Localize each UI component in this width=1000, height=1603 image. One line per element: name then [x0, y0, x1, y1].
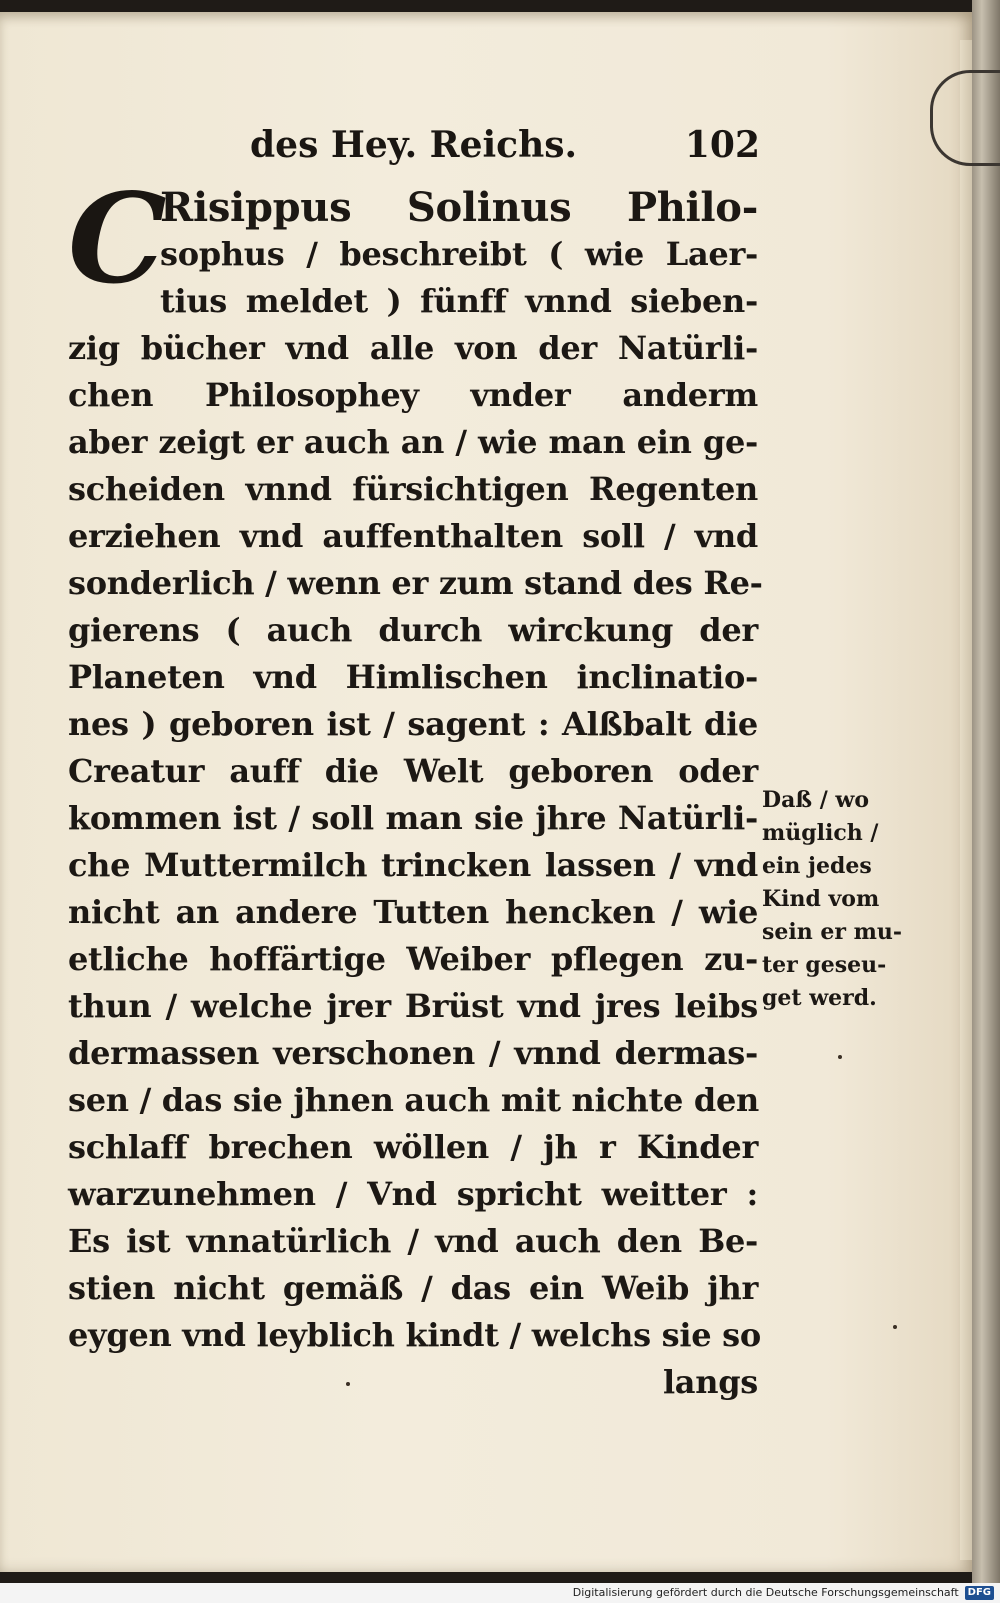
marginal-note-line: müglich / [762, 820, 879, 846]
text-line: scheiden vnnd fürsichtigen Regenten [68, 470, 758, 508]
marginal-note-line: sein er mu- [762, 919, 903, 945]
text-line: Es ist vnnatürlich / vnd auch den Be- [68, 1222, 758, 1260]
text-line: erziehen vnd auffenthalten soll / vnd [68, 517, 758, 555]
ink-speck [838, 1055, 842, 1059]
text-line: gierens ( auch durch wirckung der [68, 611, 758, 649]
marginal-note-line: get werd. [762, 985, 877, 1011]
marginal-note-line: Daß / wo [762, 787, 870, 813]
credit-text: Digitalisierung gefördert durch die Deutsche Forschungsgemeinschaft [572, 1586, 959, 1599]
running-head: des Hey. Reichs. [250, 124, 578, 166]
text-line: sophus / beschreibt ( wie Laer- [160, 235, 758, 273]
book-page [0, 12, 972, 1572]
main-text-block [68, 184, 763, 1406]
text-line: schlaff brechen wöllen / jh r Kinder [68, 1128, 758, 1166]
marginal-note [762, 784, 907, 1015]
text-line: sonderlich / wenn er zum stand des Re- [68, 564, 763, 602]
text-line: nicht an andere Tutten hencken / wie [68, 893, 758, 931]
ink-speck [893, 1325, 897, 1329]
page-fore-edge [960, 40, 972, 1560]
text-line: kommen ist / soll man sie jhre Natürli- [68, 799, 758, 837]
text-line: warzunehmen / Vnd spricht weitter : [68, 1175, 758, 1213]
text-line: Planeten vnd Himlischen inclinatio- [68, 658, 758, 696]
page-header [240, 124, 760, 174]
text-line: nes ) geboren ist / sagent : Alßbalt die [68, 705, 758, 743]
marginal-note-line: ein jedes [762, 853, 872, 879]
text-line: Creatur auff die Welt geboren oder [68, 752, 758, 790]
text-line: thun / welche jrer Brüst vnd jres leibs [68, 987, 758, 1025]
decorated-initial: C [68, 167, 167, 312]
ink-speck [346, 1382, 350, 1386]
text-line: etliche hoffärtige Weiber pflegen zu- [68, 940, 758, 978]
dfg-logo: DFG [965, 1586, 994, 1600]
text-line: stien nicht gemäß / das ein Weib jhr [68, 1269, 758, 1307]
digitization-credit-bar [0, 1583, 1000, 1603]
text-line: chen Philosophey vnder anderm [68, 376, 758, 414]
book-edge [972, 0, 1000, 1603]
text-line: dermassen verschonen / vnnd dermas- [68, 1034, 758, 1072]
text-line: eygen vnd leyblich kindt / welchs sie so [68, 1316, 761, 1354]
text-line: tius meldet ) fünff vnnd sieben- [160, 282, 758, 320]
text-line: che Muttermilch trincken lassen / vnd [68, 846, 758, 884]
text-line: zig bücher vnd alle von der Natürli- [68, 329, 758, 367]
text-line: sen / das sie jhnen auch mit nichte den [68, 1081, 760, 1119]
text-line: aber zeigt er auch an / wie man ein ge- [68, 423, 758, 461]
text-line: Risippus Solinus Philo- [160, 184, 758, 231]
marginal-note-line: Kind vom [762, 886, 880, 912]
page-clip [930, 70, 1000, 166]
marginal-note-line: ter geseu- [762, 952, 887, 978]
folio-number: 102 [684, 124, 760, 166]
text-line: langs [662, 1363, 758, 1401]
